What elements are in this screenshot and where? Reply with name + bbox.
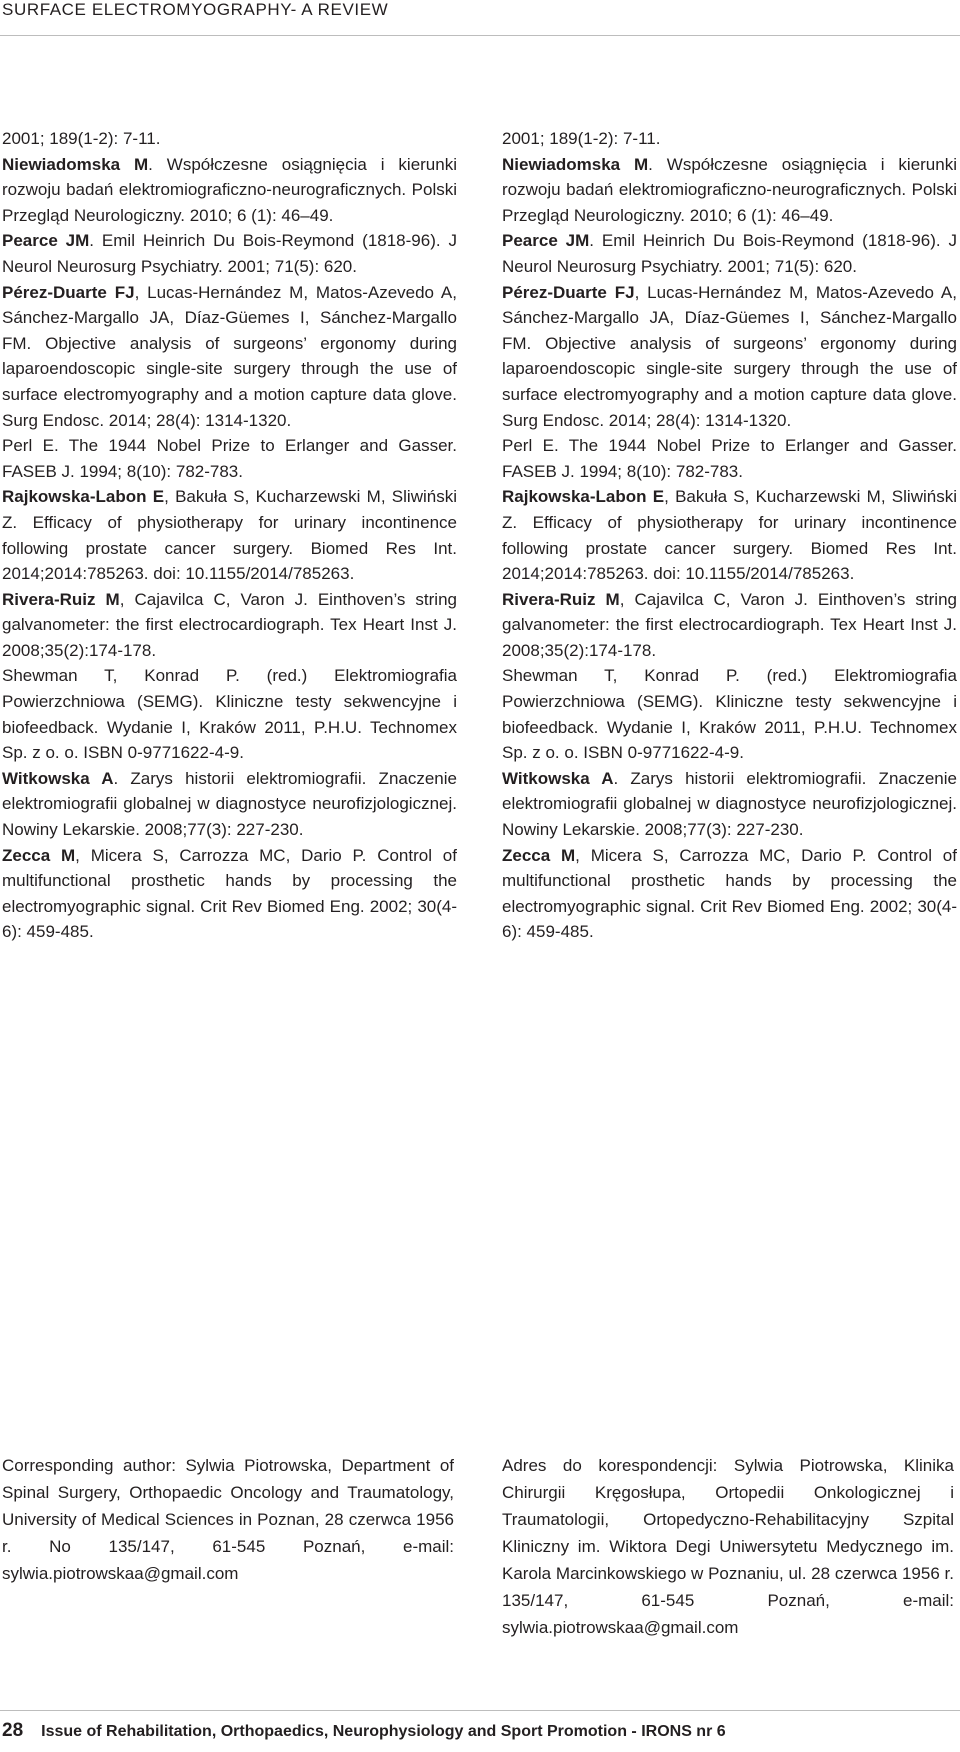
reference-entry — [502, 663, 957, 765]
reference-entry — [2, 663, 457, 765]
page-footer — [2, 1720, 726, 1746]
reference-text: . Współczesne osiągnięcia i kierunki rozwoju badań elektromiograficzno-neurograficznych. Polski Przegląd Neurologiczny. 2010; 6 (1): 46–49. — [502, 154, 957, 225]
reference-entry — [2, 843, 457, 945]
reference-author: Pérez-Duarte FJ — [2, 282, 135, 302]
reference-author: Zecca M — [502, 845, 576, 865]
reference-author: Witkowska A — [502, 768, 614, 788]
reference-entry — [502, 484, 957, 586]
reference-entry — [502, 152, 957, 229]
page-header — [0, 0, 960, 36]
reference-text: . Emil Heinrich Du Bois-Reymond (1818-96). J Neurol Neurosurg Psychiatry. 2001; 71(5): 620. — [502, 231, 957, 276]
reference-text: , Micera S, Carrozza MC, Dario P. Control of multifunctional prosthetic hands by processing the electromyographic signal. Crit Rev Biomed Eng. 2002; 30(4-6): 459-485. — [502, 845, 957, 942]
reference-text: . Zarys historii elektromiografii. Znaczenie elektromiografii globalnej w diagnostyce neurofizjologicznej. Nowiny Lekarskie. 2008;77(3): 227-230. — [2, 768, 457, 840]
reference-text: Perl E. The 1944 Nobel Prize to Erlanger and Gasser. FASEB J. 1994; 8(10): 782-783. — [502, 436, 957, 481]
reference-author: Niewiadomska M — [2, 154, 149, 174]
reference-entry — [2, 228, 457, 279]
reference-entry — [2, 766, 457, 843]
reference-text: , Bakuła S, Kucharzewski M, Sliwiński Z. Efficacy of physiotherapy for urinary incontinence following prostate cancer surgery. Biomed Res Int. 2014;2014:785263. doi: 10.1155/2014/785263. — [2, 487, 457, 584]
reference-author: Pérez-Duarte FJ — [502, 282, 635, 302]
reference-entry — [2, 126, 457, 152]
corresponding-author-english: Corresponding author: Sylwia Piotrowska, Department of Spinal Surgery, Orthopaedic Oncology and Traumatology, University of Medical Sciences in Poznan, 28 czerwca 1956 r. No 135/147, 61-545 Poznań, e-mail: sylwia.piotrowskaa@gmail.com — [2, 1456, 454, 1583]
reference-text: 2001; 189(1-2): 7-11. — [2, 129, 161, 148]
reference-author: Witkowska A — [2, 768, 114, 788]
reference-author: Rivera-Ruiz M — [2, 589, 120, 609]
page-number: 28 — [2, 1720, 24, 1741]
footer-divider — [0, 1710, 960, 1711]
reference-author: Niewiadomska M — [502, 154, 649, 174]
reference-entry — [502, 766, 957, 843]
reference-entry — [502, 433, 957, 484]
reference-text: , Micera S, Carrozza MC, Dario P. Control of multifunctional prosthetic hands by processing the electromyographic signal. Crit Rev Biomed Eng. 2002; 30(4-6): 459-485. — [2, 845, 457, 942]
reference-text: . Zarys historii elektromiografii. Znaczenie elektromiografii globalnej w diagnostyce neurofizjologicznej. Nowiny Lekarskie. 2008;77(3): 227-230. — [502, 768, 957, 840]
references-right-column — [502, 126, 957, 945]
reference-text: . Współczesne osiągnięcia i kierunki rozwoju badań elektromiograficzno-neurograficznych. Polski Przegląd Neurologiczny. 2010; 6 (1): 46–49. — [2, 154, 457, 225]
running-title: SURFACE ELECTROMYOGRAPHY- A REVIEW — [2, 0, 389, 19]
corresponding-author-polish: Adres do korespondencji: Sylwia Piotrowska, Klinika Chirurgii Kręgosłupa, Ortopedii Onkologicznej i Traumatologii, Ortopedyczno-Rehabilitacyjny Szpital Kliniczny im. Wiktora Degi Uniwersytetu Medycznego im. Karola Marcinkowskiego w Poznaniu, ul. 28 czerwca 1956 r. 135/147, 61-545 Poznań, e-mail: sylwia.piotrowskaa@gmail.com — [502, 1456, 954, 1637]
reference-author: Rajkowska-Labon E — [2, 487, 165, 507]
reference-text: , Lucas-Hernández M, Matos-Azevedo A, Sánchez-Margallo JA, Díaz-Güemes I, Sánchez-Margallo FM. Objective analysis of surgeons’ ergonomy during laparoendoscopic single-site surgery through the use of surface electromyography and a motion capture data glove. Surg Endosc. 2014; 28(4): 1314-1320. — [2, 282, 457, 430]
header-divider — [0, 35, 960, 36]
reference-text: Perl E. The 1944 Nobel Prize to Erlanger and Gasser. FASEB J. 1994; 8(10): 782-783. — [2, 436, 457, 481]
reference-entry — [502, 280, 957, 434]
reference-text: Shewman T, Konrad P. (red.) Elektromiografia Powierzchniowa (SEMG). Kliniczne testy sekwencyjne i biofeedback. Wydanie I, Kraków 2011, P.H.U. Technomex Sp. z o. o. ISBN 0-9771622-4-9. — [502, 666, 957, 763]
reference-entry — [2, 280, 457, 434]
reference-entry — [502, 843, 957, 945]
reference-text: . Emil Heinrich Du Bois-Reymond (1818-96). J Neurol Neurosurg Psychiatry. 2001; 71(5): 620. — [2, 231, 457, 276]
reference-entry — [2, 484, 457, 586]
reference-entry — [2, 152, 457, 229]
reference-author: Rivera-Ruiz M — [502, 589, 620, 609]
reference-text: , Cajavilca C, Varon J. Einthoven’s string galvanometer: the first electrocardiograph. Tex Heart Inst J. 2008;35(2):174-178. — [502, 589, 957, 660]
reference-author: Rajkowska-Labon E — [502, 487, 665, 507]
reference-entry — [2, 587, 457, 664]
reference-text: , Cajavilca C, Varon J. Einthoven’s string galvanometer: the first electrocardiograph. Tex Heart Inst J. 2008;35(2):174-178. — [2, 589, 457, 660]
reference-entry — [502, 228, 957, 279]
reference-text: 2001; 189(1-2): 7-11. — [502, 129, 661, 148]
references-left-column — [2, 126, 457, 945]
reference-text: , Lucas-Hernández M, Matos-Azevedo A, Sánchez-Margallo JA, Díaz-Güemes I, Sánchez-Margallo FM. Objective analysis of surgeons’ ergonomy during laparoendoscopic single-site surgery through the use of surface electromyography and a motion capture data glove. Surg Endosc. 2014; 28(4): 1314-1320. — [502, 282, 957, 430]
reference-entry — [502, 126, 957, 152]
reference-author: Zecca M — [2, 845, 76, 865]
reference-text: Shewman T, Konrad P. (red.) Elektromiografia Powierzchniowa (SEMG). Kliniczne testy sekwencyjne i biofeedback. Wydanie I, Kraków 2011, P.H.U. Technomex Sp. z o. o. ISBN 0-9771622-4-9. — [2, 666, 457, 763]
reference-author: Pearce JM — [502, 231, 590, 251]
reference-author: Pearce JM — [2, 231, 90, 251]
reference-entry — [2, 433, 457, 484]
reference-entry — [502, 587, 957, 664]
journal-name: Issue of Rehabilitation, Orthopaedics, Neurophysiology and Sport Promotion - IRONS nr 6 — [41, 1723, 726, 1740]
reference-text: , Bakuła S, Kucharzewski M, Sliwiński Z. Efficacy of physiotherapy for urinary incontinence following prostate cancer surgery. Biomed Res Int. 2014;2014:785263. doi: 10.1155/2014/785263. — [502, 487, 957, 584]
